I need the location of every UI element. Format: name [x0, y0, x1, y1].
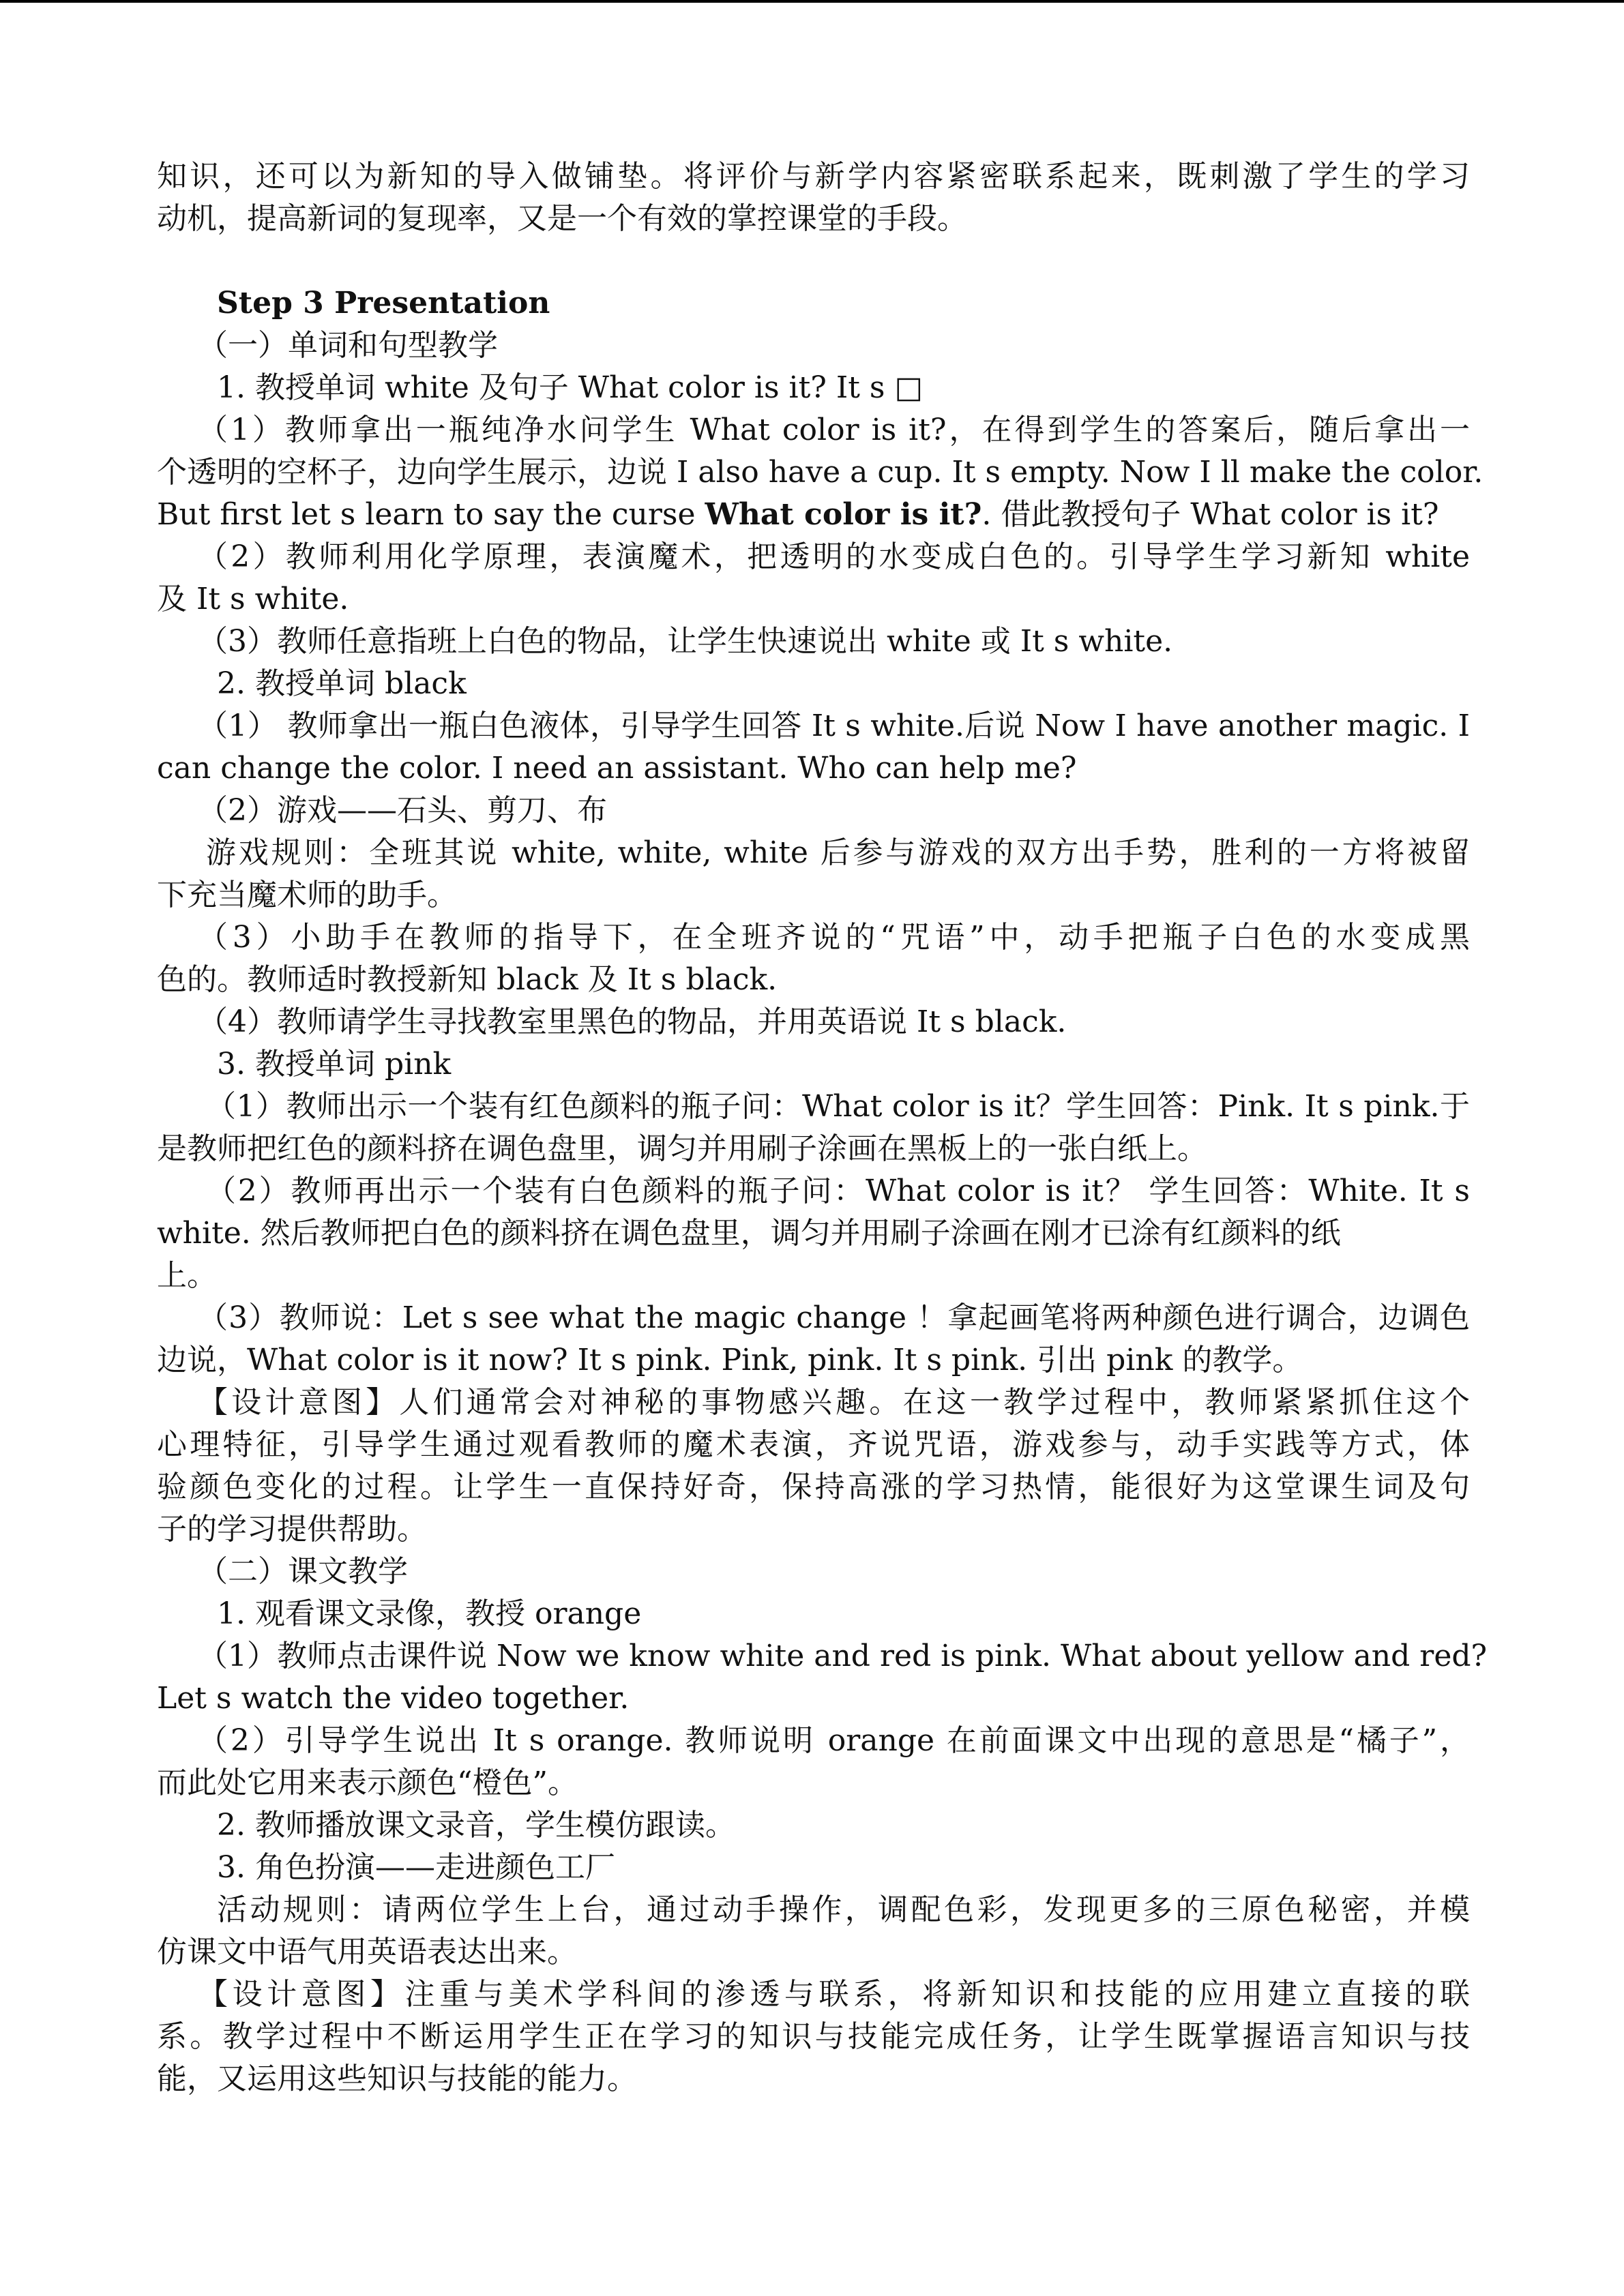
- paragraph-line: 子的学习提供帮助。: [157, 1512, 427, 1547]
- bold-phrase: What color is it?: [705, 497, 982, 532]
- paragraph-line: （1）教师拿出一瓶纯净水问学生 What color is it?，在得到学生的答案后，随后拿出一: [198, 413, 1470, 447]
- paragraph-line: （1）教师出示一个装有红色颜料的瓶子问：What color is it？学生回答：Pink. It s pink.于: [206, 1089, 1470, 1124]
- paragraph-line: （3）小助手在教师的指导下，在全班齐说的“咒语”中，动手把瓶子白色的水变成黑: [198, 920, 1470, 955]
- paragraph-line: 【设计意图】人们通常会对神秘的事物感兴趣。在这一教学过程中，教师紧紧抓住这个: [198, 1385, 1470, 1420]
- paragraph-line: 心理特征，引导学生通过观看教师的魔术表演，齐说咒语，游戏参与，动手实践等方式，体: [157, 1427, 1470, 1462]
- paragraph-line: 游戏规则：全班其说 white, white, white 后参与游戏的双方出手势，胜利的一方将被留: [206, 835, 1470, 870]
- line-text: But first let s learn to say the curse: [157, 497, 705, 532]
- paragraph-line: 动机，提高新词的复现率，又是一个有效的掌控课堂的手段。: [157, 201, 967, 236]
- paragraph-line: 边说，What color is it now? It s pink. Pink, pink. It s pink. 引出 pink 的教学。: [157, 1343, 1303, 1377]
- paragraph-line: 是教师把红色的颜料挤在调色盘里，调匀并用刷子涂画在黑板上的一张白纸上。: [157, 1131, 1207, 1166]
- paragraph-line: （3）教师说：Let s see what the magic change ！拿起画笔将两种颜色进行调合，边调色: [198, 1300, 1470, 1335]
- item-heading: 3. 角色扮演——走进颜色工厂: [217, 1850, 615, 1885]
- blank-line: [157, 240, 1470, 282]
- paragraph-line: 活动规则：请两位学生上台，通过动手操作，调配色彩，发现更多的三原色秘密，并模: [217, 1892, 1470, 1927]
- paragraph-line: 及 It s white.: [157, 582, 349, 616]
- paragraph-line: 知识，还可以为新知的导入做铺垫。将评价与新学内容紧密联系起来，既刺激了学生的学习: [157, 159, 1470, 194]
- item-heading: 1. 观看课文录像，教授 orange: [217, 1596, 642, 1631]
- paragraph-line: （1）教师点击课件说 Now we know white and red is pink. What about yellow and red?: [198, 1639, 1488, 1673]
- paragraph-line: white. 然后教师把白色的颜料挤在调色盘里，调匀并用刷子涂画在刚才已涂有红颜料的纸: [157, 1216, 1341, 1251]
- paragraph-line: （1） 教师拿出一瓶白色液体，引导学生回答 It s white.后说 Now I have another magic. I: [198, 709, 1470, 743]
- paragraph-line: 下充当魔术师的助手。: [157, 878, 457, 912]
- paragraph-line: [157, 494, 1470, 536]
- item-heading: 2. 教师播放课文录音，学生模仿跟读。: [217, 1808, 735, 1843]
- paragraph-line: （4）教师请学生寻找教室里黑色的物品，并用英语说 It s black.: [198, 1004, 1067, 1039]
- paragraph-line: Let s watch the video together.: [157, 1681, 630, 1716]
- paragraph-line: （2）教师利用化学原理，表演魔术，把透明的水变成白色的。引导学生学习新知 white: [198, 539, 1470, 574]
- paragraph-line: （3）教师任意指班上白色的物品，让学生快速说出 white 或 It s white.: [198, 624, 1173, 659]
- paragraph-line: 个透明的空杯子，边向学生展示，边说 I also have a cup. It s empty. Now I ll make the color.: [157, 455, 1483, 490]
- paragraph-line: can change the color. I need an assistant. Who can help me?: [157, 751, 1077, 786]
- paragraph-line: （2）游戏——石头、剪刀、布: [198, 793, 607, 828]
- paragraph-line: 色的。教师适时教授新知 black 及 It s black.: [157, 962, 778, 997]
- paragraph-line: 能，又运用这些知识与技能的能力。: [157, 2061, 637, 2096]
- paragraph-line: 上。: [157, 1258, 217, 1293]
- line-text: . 借此教授句子 What color is it?: [981, 497, 1439, 532]
- subsection-heading: （一）单词和句型教学: [198, 328, 498, 363]
- page-top-border: [0, 0, 1624, 3]
- subsection-heading: （二）课文教学: [198, 1554, 408, 1589]
- paragraph-line: （2）教师再出示一个装有白色颜料的瓶子问：What color is it？ 学生回答：White. It s: [206, 1174, 1470, 1208]
- item-heading: 3. 教授单词 pink: [217, 1047, 452, 1082]
- paragraph-line: 【设计意图】注重与美术学科间的渗透与联系，将新知识和技能的应用建立直接的联: [198, 1977, 1470, 2012]
- document-page: [157, 155, 1488, 2100]
- paragraph-line: （2）引导学生说出 It s orange. 教师说明 orange 在前面课文中出现的意思是“橘子”，: [198, 1723, 1470, 1758]
- item-heading: 2. 教授单词 black: [217, 666, 467, 701]
- paragraph-line: 系。教学过程中不断运用学生正在学习的知识与技能完成任务，让学生既掌握语言知识与技: [157, 2019, 1470, 2054]
- section-heading: Step 3 Presentation: [217, 286, 550, 320]
- paragraph-line: 仿课文中语气用英语表达出来。: [157, 1935, 577, 1969]
- paragraph-line: 验颜色变化的过程。让学生一直保持好奇，保持高涨的学习热情，能很好为这堂课生词及句: [157, 1470, 1470, 1504]
- paragraph-line: 而此处它用来表示颜色“橙色”。: [157, 1765, 578, 1800]
- item-heading: 1. 教授单词 white 及句子 What color is it? It s □: [217, 370, 924, 405]
